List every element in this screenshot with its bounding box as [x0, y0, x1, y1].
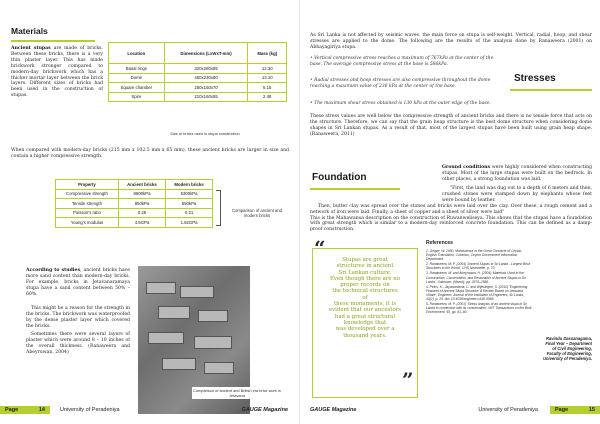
foundation-paragraph-1: [442, 165, 592, 183]
author-credit: [524, 336, 592, 361]
quote-line: Stupas are great: [342, 257, 388, 263]
author-line: University of Peradeniya.: [543, 356, 592, 362]
table-cell: 0.25: [118, 208, 165, 218]
photo-caption: Comparison of ancient and British era brick work in Jetavana: [193, 388, 281, 398]
page-label: Page: [555, 407, 569, 413]
table-header: Dimensions (LxWxT-mm): [164, 43, 248, 64]
studies-text-2: This might be a reason for the strength in the bricks. The brickwork was waterproofed by the dense plaster layer which covered the bricks.: [26, 306, 130, 329]
table-row: [109, 64, 287, 74]
photo-brick: [198, 310, 228, 322]
table-cell: 1.92GPa: [166, 218, 213, 228]
table-cell: Tensile strength: [56, 199, 119, 209]
materials-title: Materials: [11, 26, 48, 36]
photo-brick: [194, 336, 232, 349]
page-number: 15: [588, 407, 595, 413]
photo-brick: [204, 362, 234, 374]
page-badge: [0, 406, 50, 414]
foundation-paragraph-2: [310, 186, 592, 233]
photo-brick: [162, 358, 196, 370]
quote-line: Even though there are no: [329, 275, 401, 282]
table-cell: 5300kPa: [166, 189, 213, 199]
foundation-text-3: Then, butter clay was spread over the stones and bricks were laid over the clay. Over these, a rough cement and a network of iron were laid. Finally, a sheet of copper and a sheet of silver were laid": [310, 203, 592, 215]
quote-line: the technical structures: [332, 288, 398, 295]
references-title: References: [426, 240, 453, 246]
table-cell: 2.48: [248, 92, 287, 102]
page-badge: [550, 406, 600, 414]
bullet-item: • Radial stresses and hoop stresses are also compressive throughout the dome reaching a maximum value of 236 kPa at the center of the base.: [310, 78, 491, 89]
table-header: Property: [56, 180, 119, 190]
right-page: [300, 0, 600, 424]
studies-text-3: Sometimes there were several layers of plaster which were around 8 – 10 inches of the overall thickness. (Ranaweera and Abeyruwan, 2004): [26, 332, 130, 355]
table-header: Ancient bricks: [118, 180, 165, 190]
bullet-item: • Vertical compressive stress reaches a maximum of 767kPa at the center of the base. The average compressive stress at the base is 586kPa.: [310, 56, 494, 67]
foundation-title: Foundation: [312, 172, 367, 183]
foundation-lead: Ground conditions: [442, 165, 491, 170]
table-header: Modern bricks: [166, 180, 213, 190]
close-quote-icon: ”: [402, 368, 414, 392]
quote-line: had a great structural: [334, 313, 396, 320]
footer-university: University of Peradeniya: [60, 407, 120, 413]
table-cell: Basal rings: [109, 64, 165, 74]
table-cell: 13.10: [248, 73, 287, 83]
table-cell: 320x280x85: [164, 64, 248, 74]
table-cell: Young's modulus: [56, 218, 119, 228]
reference-item: 5. Ranaweera, M. P. (2001) 'Stress analysis of an ancient stupa in Sri Lanka in connection with its conservation', WIT Transactions on the Built Environment, 55, pp. 81–90.: [426, 302, 532, 315]
quote-line: Sri Lankan culture.: [338, 269, 392, 276]
references-list: [426, 249, 532, 314]
materials-paragraph: [11, 46, 103, 99]
table-header: Location: [109, 43, 165, 64]
reference-item: 4. Peiris, K., Jayawardena, C. and Wijesinghe, S. (2010) 'Engineering Features of Ancient Stupa Structure: A Review Based on Jetavana Vihare', Engineer: Journal of the Institution of Engineers, Sri Lanka, 43(2), p. 29. doi: 10.4038/engineer.v43i2.6985.: [426, 284, 528, 302]
property-table: [55, 179, 213, 228]
table-header-row: [109, 43, 287, 64]
table-cell: 0.21: [166, 208, 213, 218]
table-row: [109, 73, 287, 83]
table-cell: Square chamber: [109, 83, 165, 93]
stresses-rule: [510, 89, 592, 91]
table-cell: 210x160x55: [164, 92, 248, 102]
photo-brick: [148, 332, 184, 344]
photo-brick: [146, 282, 176, 294]
brick-size-table: [108, 42, 287, 102]
studies-paragraph: [26, 268, 130, 298]
photo-brick: [180, 286, 214, 298]
reference-item: 3. Ranaweera, M. and Abeyruwan, H. (2004) 'Materials Used in the Construction, Conservation, and Restoration of Ancient Stupas in Sri Lanka', Unknown, (March), pp. 2575–2586.: [426, 271, 526, 284]
foundation-text-4: This is the Mahawansa description on the construction of Ruwanweliseya. This shows that the stupas have a foundation with great strength which is similar to a modern-day reinforced concrete foundation. This can be defined as a damp-proof construction.: [310, 215, 592, 233]
footer-magazine: GAUGE Magazine: [310, 407, 357, 413]
right-footer: [300, 402, 600, 418]
table-row: [109, 83, 287, 93]
table-brace: [216, 190, 221, 226]
quote-line: structures in ancient: [336, 263, 394, 270]
materials-body: are made of bricks. Between these bricks, there is a very thin plaster layer. This has made brickwork stronger compared to modern-day brickwork which has a thicker mortar layer between the brick layers. Different sizes of bricks had been used in the construction of stupas.: [11, 46, 103, 99]
page-label: Page: [5, 407, 19, 413]
quote-line: evident that our ancestors: [328, 307, 402, 314]
table-cell: 550kPa: [166, 199, 213, 209]
table-cell: 250x150x70: [164, 83, 248, 93]
author-line: Final Year – Department: [545, 341, 592, 347]
studies-lead: According to studies: [26, 268, 81, 273]
author-line: of Civil Engineering,: [552, 346, 592, 352]
reference-item: 1. Geiger, W. 1950, Mahavamsa or the Great Chronicle of Ceylon, English Translation, Colombo, Ceylon Government Information Department.: [426, 249, 523, 262]
table-row: [56, 189, 213, 199]
reference-item: 2. Ranaweera, M. P. (2004) 'Ancient Stupas in Sri Lanka - Largest Brick Structures in the World', CHS Newsletter, p. 70.: [426, 262, 531, 271]
compare-paragraph: When compared with modern-day bricks (215 mm x 102.5 mm x 65 mm), these ancient bricks are larger in size and contain a higher compressive strength.: [11, 148, 289, 159]
footer-university: University of Peradeniya: [478, 407, 538, 413]
table-row: [56, 218, 213, 228]
pull-quote-text: [320, 257, 410, 339]
author-line: Faculty of Engineering,: [546, 351, 592, 357]
page-number: 14: [38, 407, 45, 413]
table-cell: 4.5GPa: [118, 218, 165, 228]
stresses-paragraph: These stress values are well below the compressive strength of ancient bricks and there is no tensile force that acts on the structure. Therefore, we can say that the grain heap structure is the best dome structure when considering dome shapes in Sri Lankan stupas. As a result of that, most of the largest stupas have been built using grain heap shape. (Ranaweera, 2011): [310, 114, 592, 137]
footer-magazine: GAUGE Magazine: [241, 407, 288, 413]
table-cell: Spire: [109, 92, 165, 102]
left-footer: [0, 402, 300, 418]
table-row: [109, 92, 287, 102]
table-cell: 12.30: [248, 64, 287, 74]
size-table-caption: Size of bricks used in stupa construction: [170, 131, 240, 136]
property-table-label: Comparison of ancient and modern bricks: [231, 208, 283, 218]
table-header: Mass (kg): [248, 43, 287, 64]
materials-lead: Ancient stupas: [11, 46, 51, 51]
table-row: [56, 199, 213, 209]
table-row: [56, 208, 213, 218]
table-cell: Compressive strength: [56, 189, 119, 199]
quote-line: proper records on: [340, 282, 390, 289]
table-cell: 450x230x80: [164, 73, 248, 83]
foundation-text-1: were highly considered when constructing stupas. Most of the large stupas were built on the bedrock. In other places, a strong foundation was laid.: [442, 165, 592, 182]
materials-rule: [11, 40, 95, 42]
table-header-row: [56, 180, 213, 190]
open-quote-icon: “: [314, 236, 326, 260]
foundation-text-2: "First, the land was dug out to a depth of 6 meters and then, crushed stones were stamped down by elephants whose feet were bound by leather.: [442, 186, 592, 203]
table-cell: 8500kPa: [118, 189, 165, 199]
photo-brick: [158, 306, 190, 319]
bullet-item: • The maximum shear stress obtained is 130 kPa at the outer edge of the base.: [310, 101, 491, 106]
author-line: Ravindu Dassanagama,: [546, 336, 592, 341]
stresses-title: Stresses: [514, 73, 556, 84]
table-cell: 5.15: [248, 83, 287, 93]
table-cell: Poisson's ratio: [56, 208, 119, 218]
quote-line: of: [362, 294, 368, 301]
table-cell: Dome: [109, 73, 165, 83]
quote-line: knowledge that: [343, 319, 387, 326]
intro-paragraph: As Sri Lanka is not affected by seismic waves, the main force on stupa is self-weight. Vertical, radial, hoop, and shear stresses are applied to the dome. The following are the results of the analysis done by Ranaweera (2001) on Abhayagiriya stupa.: [310, 33, 592, 50]
quote-line: these monuments, it is: [333, 301, 397, 308]
studies-text-1: , ancient bricks have more sand content than modern-day bricks. For example, bricks in Jetavanaramaya stupa have a sand content between 50% – 60%.: [26, 268, 130, 297]
table-cell: 850kPa: [118, 199, 165, 209]
quote-line: thousand years.: [343, 332, 387, 339]
quote-line: was developed over a: [335, 326, 395, 333]
